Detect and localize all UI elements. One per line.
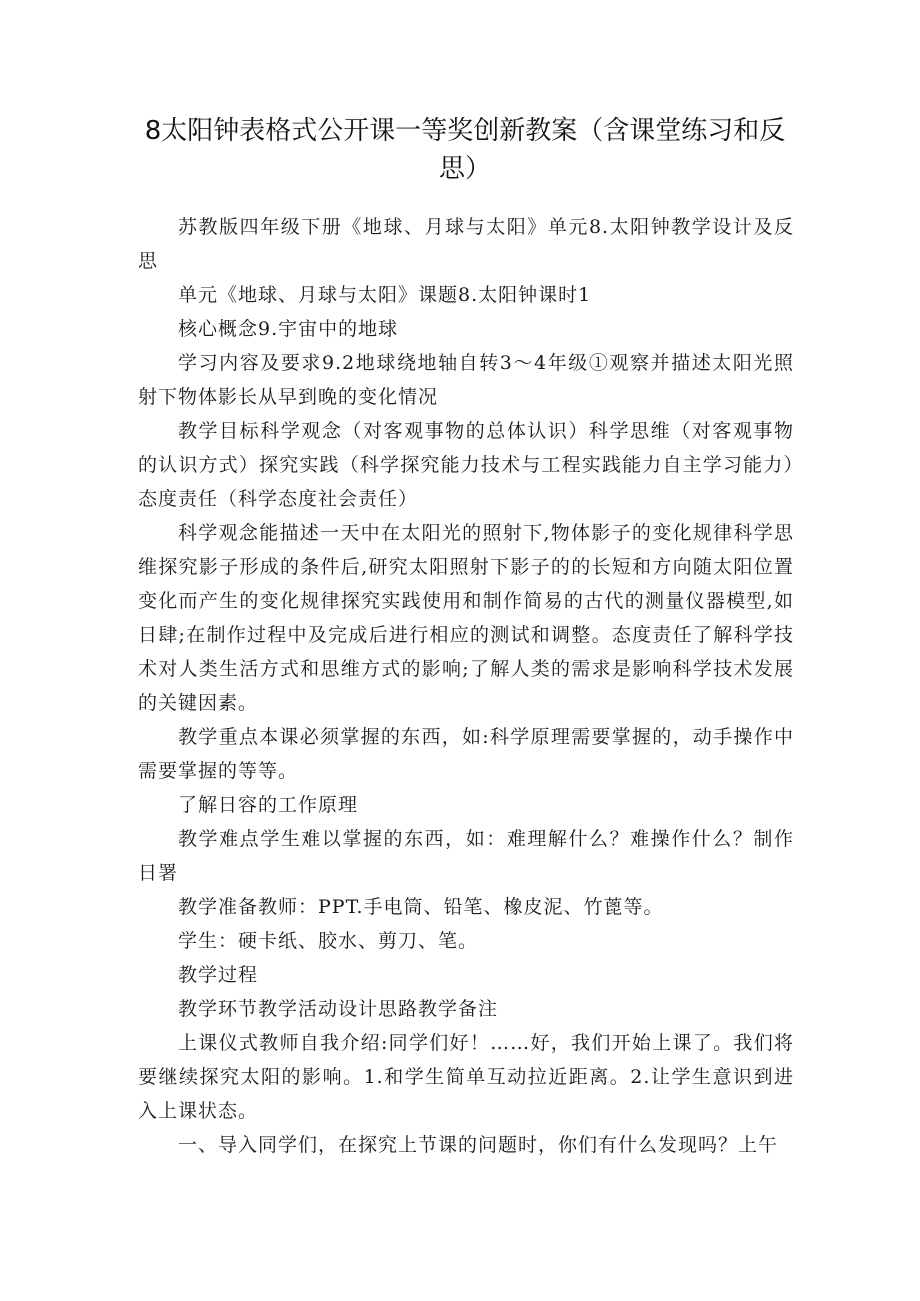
paragraph: 上课仪式教师自我介绍:同学们好！……好，我们开始上课了。我们将要继续探究太阳的影响。1.和学生简单互动拉近距离。2.让学生意识到进入上课状态。 <box>138 1032 794 1122</box>
paragraph: 苏教版四年级下册《地球、月球与太阳》单元8.太阳钟教学设计及反思 <box>138 216 794 272</box>
paragraph: 教学过程 <box>178 964 259 986</box>
paragraph: 了解日容的工作原理 <box>178 794 359 816</box>
paragraph: 科学观念能描述一天中在太阳光的照射下,物体影子的变化规律科学思维探究影子形成的条件后,研究太阳照射下影子的的长短和方向随太阳位置变化而产生的变化规律探究实践使用和制作简易的古代的测量仪器模型,如日肆;在制作过程中及完成后进行相应的测试和调整。态度责任了解科学技术对人类生活方式和思维方式的影响;了解人类的需求是影响科学技术发展的关键因素。 <box>138 522 794 714</box>
paragraph: 核心概念9.宇宙中的地球 <box>178 318 399 340</box>
paragraph: 教学重点本课必须掌握的东西，如:科学原理需要掌握的，动手操作中需要掌握的等等。 <box>138 726 794 782</box>
paragraph: 单元《地球、月球与太阳》课题8.太阳钟课时1 <box>178 284 592 306</box>
paragraph: 教学准备教师：PPT.手电筒、铅笔、橡皮泥、竹蓖等。 <box>178 896 664 918</box>
paragraph: 教学难点学生难以掌握的东西，如：难理解什么？难操作什么？制作日署 <box>138 828 794 884</box>
paragraph: 学生：硬卡纸、胶水、剪刀、笔。 <box>178 930 479 952</box>
paragraph: 教学目标科学观念（对客观事物的总体认识）科学思维（对客观事物的认识方式）探究实践（科学探究能力技术与工程实践能力自主学习能力）态度责任（科学态度社会责任） <box>138 420 794 510</box>
document-title: 8太阳钟表格式公开课一等奖创新教案（含课堂练习和反思） <box>144 116 786 184</box>
paragraph: 教学环节教学活动设计思路教学备注 <box>178 998 499 1020</box>
document-body <box>138 210 794 1162</box>
paragraph: 一、导入同学们，在探究上节课的问题时，你们有什么发现吗？上午 <box>178 1134 779 1156</box>
paragraph: 学习内容及要求9.2地球绕地轴自转3～4年级①观察并描述太阳光照射下物体影长从早到晚的变化情况 <box>138 352 794 408</box>
